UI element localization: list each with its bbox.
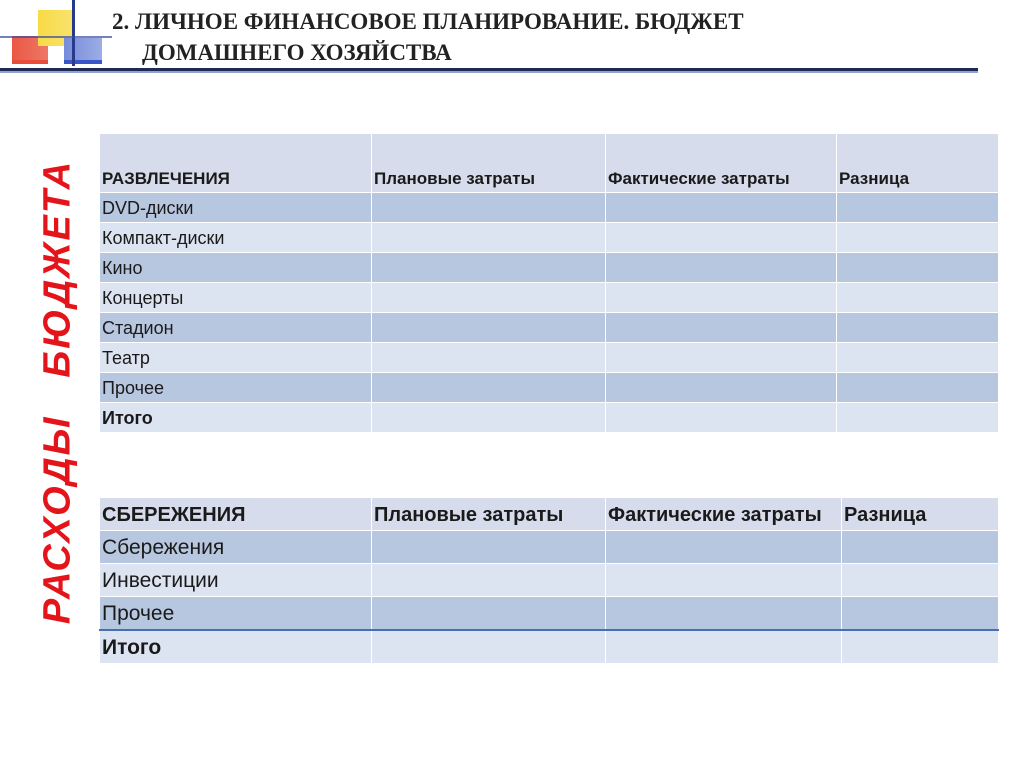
table-row bbox=[100, 343, 999, 373]
planned-cell[interactable] bbox=[372, 283, 606, 313]
actual-cell[interactable] bbox=[606, 223, 837, 253]
planned-cell[interactable] bbox=[372, 343, 606, 373]
difference-cell[interactable] bbox=[837, 223, 999, 253]
difference-cell[interactable] bbox=[842, 597, 999, 631]
actual-cell[interactable] bbox=[606, 343, 837, 373]
actual-cell[interactable] bbox=[606, 193, 837, 223]
column-header-category: СБЕРЕЖЕНИЯ bbox=[100, 498, 372, 531]
planned-total-cell[interactable] bbox=[372, 403, 606, 433]
actual-total-cell[interactable] bbox=[606, 403, 837, 433]
column-header-difference: Разница bbox=[842, 498, 999, 531]
row-label: Концерты bbox=[100, 283, 372, 313]
table-row bbox=[100, 193, 999, 223]
actual-cell[interactable] bbox=[606, 283, 837, 313]
actual-cell[interactable] bbox=[606, 597, 842, 631]
planned-cell[interactable] bbox=[372, 597, 606, 631]
row-label: Театр bbox=[100, 343, 372, 373]
table-total-row bbox=[100, 630, 999, 664]
difference-cell[interactable] bbox=[837, 313, 999, 343]
planned-cell[interactable] bbox=[372, 253, 606, 283]
difference-cell[interactable] bbox=[837, 253, 999, 283]
table-total-row bbox=[100, 403, 999, 433]
logo-fade bbox=[0, 10, 110, 60]
row-label: Прочее bbox=[100, 373, 372, 403]
table-row bbox=[100, 313, 999, 343]
planned-cell[interactable] bbox=[372, 223, 606, 253]
table-row bbox=[100, 564, 999, 597]
difference-cell[interactable] bbox=[837, 283, 999, 313]
corner-logo bbox=[0, 0, 112, 66]
row-label: DVD-диски bbox=[100, 193, 372, 223]
column-header-category: РАЗВЛЕЧЕНИЯ bbox=[100, 134, 372, 193]
actual-cell[interactable] bbox=[606, 373, 837, 403]
table-row bbox=[100, 223, 999, 253]
planned-cell[interactable] bbox=[372, 564, 606, 597]
savings-table bbox=[99, 497, 999, 664]
planned-total-cell[interactable] bbox=[372, 630, 606, 664]
row-label: Компакт-диски bbox=[100, 223, 372, 253]
planned-cell[interactable] bbox=[372, 531, 606, 564]
title-divider-shadow bbox=[0, 71, 978, 73]
page-title-line2: ДОМАШНЕГО ХОЗЯЙСТВА bbox=[142, 40, 452, 65]
column-header-planned: Плановые затраты bbox=[372, 134, 606, 193]
entertainment-table bbox=[99, 133, 999, 433]
actual-cell[interactable] bbox=[606, 531, 842, 564]
planned-cell[interactable] bbox=[372, 313, 606, 343]
table-row bbox=[100, 597, 999, 631]
total-label: Итого bbox=[100, 630, 372, 664]
table-header-row bbox=[100, 498, 999, 531]
actual-cell[interactable] bbox=[606, 564, 842, 597]
row-label: Прочее bbox=[100, 597, 372, 631]
planned-cell[interactable] bbox=[372, 193, 606, 223]
table-row bbox=[100, 253, 999, 283]
difference-total-cell[interactable] bbox=[837, 403, 999, 433]
row-label: Сбережения bbox=[100, 531, 372, 564]
actual-total-cell[interactable] bbox=[606, 630, 842, 664]
planned-cell[interactable] bbox=[372, 373, 606, 403]
side-label-budget-expenses: РАСХОДЫ БЮДЖЕТА bbox=[36, 159, 79, 625]
difference-cell[interactable] bbox=[837, 193, 999, 223]
logo-horizontal-line bbox=[0, 36, 112, 38]
row-label: Кино bbox=[100, 253, 372, 283]
actual-cell[interactable] bbox=[606, 313, 837, 343]
table-row bbox=[100, 531, 999, 564]
row-label: Стадион bbox=[100, 313, 372, 343]
logo-vertical-line bbox=[72, 0, 75, 66]
page-title bbox=[112, 6, 972, 68]
difference-cell[interactable] bbox=[837, 343, 999, 373]
difference-cell[interactable] bbox=[842, 531, 999, 564]
difference-cell[interactable] bbox=[837, 373, 999, 403]
difference-cell[interactable] bbox=[842, 564, 999, 597]
column-header-difference: Разница bbox=[837, 134, 999, 193]
table-row bbox=[100, 373, 999, 403]
row-label: Инвестиции bbox=[100, 564, 372, 597]
difference-total-cell[interactable] bbox=[842, 630, 999, 664]
page-title-line1: 2. ЛИЧНОЕ ФИНАНСОВОЕ ПЛАНИРОВАНИЕ. БЮДЖЕТ bbox=[112, 9, 744, 34]
actual-cell[interactable] bbox=[606, 253, 837, 283]
table-row bbox=[100, 283, 999, 313]
column-header-actual: Фактические затраты bbox=[606, 498, 842, 531]
column-header-planned: Плановые затраты bbox=[372, 498, 606, 531]
column-header-actual: Фактические затраты bbox=[606, 134, 837, 193]
total-label: Итого bbox=[100, 403, 372, 433]
table-header-row bbox=[100, 134, 999, 193]
